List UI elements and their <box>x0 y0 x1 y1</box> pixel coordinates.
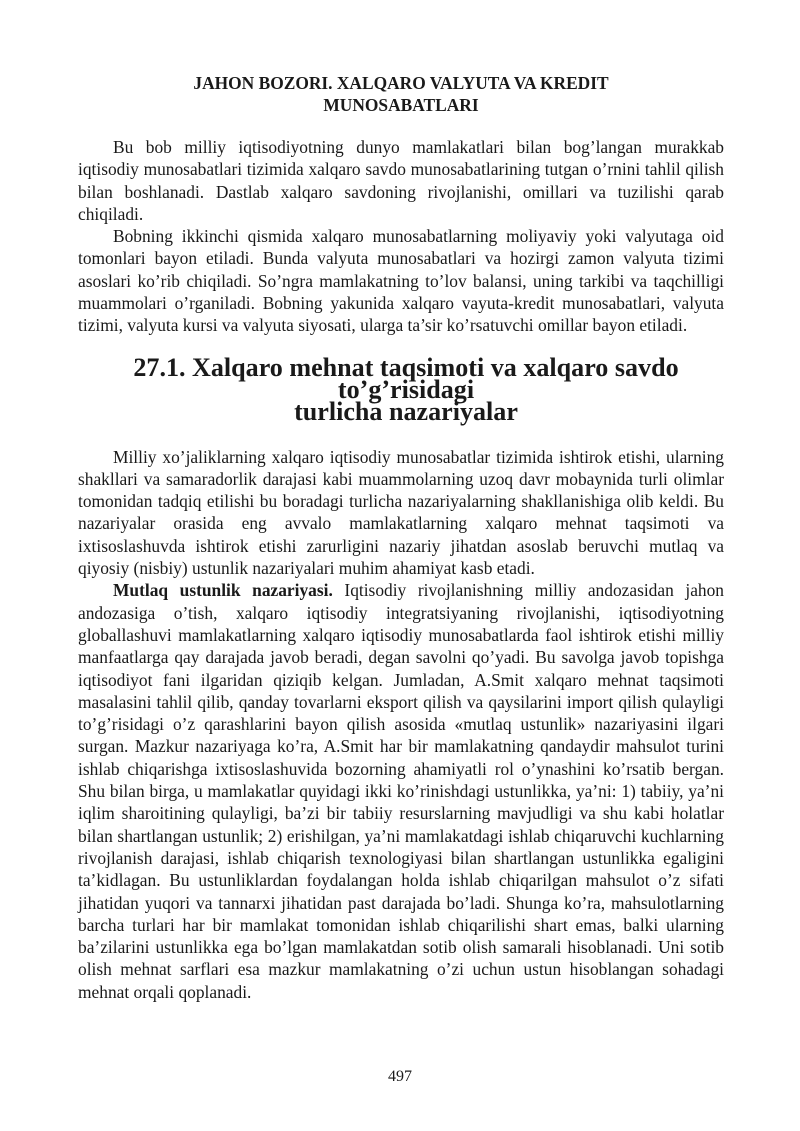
page-content <box>78 72 724 1003</box>
chapter-title-line-1: JAHON BOZORI. XALQARO VALYUTA VA KREDIT <box>193 73 609 93</box>
section-paragraph-2 <box>78 579 724 1003</box>
intro-paragraph-2: Bobning ikkinchi qismida xalqaro munosabatlarning moliyaviy yoki valyutaga oid tomonlari bayon etiladi. Bunda valyuta munosabatlari va hozirgi zamon valyuta tizimi asoslari ko’rib chiqiladi. So’ngra mamlakatning to’lov balansi, uning tarkibi va taqchilligi muammolari o’rganiladi. Bobning yakunida xalqaro vayuta-kredit munosabatlari, valyuta tizimi, valyuta kursi va valyuta siyosati, ularga ta’sir ko’rsatuvchi omillar bayon etiladi. <box>78 226 724 336</box>
paragraph-bold-lead: Mutlaq ustunlik nazariyasi. <box>113 580 333 601</box>
intro-paragraph-1: Bu bob milliy iqtisodiyotning dunyo mamlakatlari bilan bog’langan murakkab iqtisodiy munosabatlari tizimida xalqaro savdo munosabatlarining tutgan o’rnini tahlil qilish bilan boshlanadi. Dastlab xalqaro savdoning rivojlanishi, omillari va tuzilishi qarab chiqiladi. <box>78 137 724 224</box>
paragraph-body-text: Iqtisodiy rivojlanishning milliy andozasidan jahon andozasiga o’tish, xalqaro iqtisodiy integratsiyaning rivojlanishi, iqtisodiyotning globallashuvi mamlakatlarning xalqaro iqtisodiy munosabatlarda faol ishtirok etishi milliy manfaatlarga qay darajada javob beradi, degan savolni qo’yadi. Bu savolga javob topishga iqtisodiyot fani ilgaridan qiziqib kelgan. Jumladan, A.Smit xalqaro mehnat taqsimoti masalasini tahlil qilib, qanday tovarlarni eksport qilish va qaysilarini import qilish qulayligi to’g’risidagi o’z qarashlarini bayon qilish asosida «mutlaq ustunlik» nazariyasini ilgari surgan. Mazkur nazariyaga ko’ra, A.Smit har bir mamlakatning qandaydir mahsulot turini ishlab chiqarishga ixtisoslashuvida bozorning ahamiyatli rol o’ynashini ko’rsatib bergan. Shu bilan birga, u mamlakatlar quyidagi ikki ko’rinishdagi ustunlikka, ya’ni: 1) tabiiy, ya’ni iqlim sharoitining qulayligi, ba’zi bir tabiiy resurslarning mavjudligi va shu kabi holatlar bilan shartlangan ustunlik; 2) erishilgan, ya’ni mamlakatdagi ishlab chiqaruvchi kuchlarning rivojlanish darajasi, ishlab chiqarish texnologiyasi bilan shartlangan ustunlikka egaligini ta’kidlagan. Bu ustunliklardan foydalangan holda ishlab chiqarilgan mahsulot o’z sifati jihatidan yuqori va tannarxi jihatidan past darajada bo’ladi. Shunga ko’ra, mahsulotlarning barcha turlari har bir mamlakat tomonidan ishlab chiqarilishi shart emas, balki ularning ba’zilarini ustunlikka ega bo’lgan mamlakatdan sotib olish samarali hisoblanadi. Uni sotib olish mehnat sarflari esa mazkur mamlakatning o’zi uchun ustun hisoblangan sohadagi mehnat orqali qoplanadi. <box>78 580 725 1002</box>
section-title <box>78 352 724 427</box>
section-title-line-2: turlicha nazariyalar <box>294 397 518 427</box>
page-number: 497 <box>388 1068 412 1085</box>
section-paragraph-1: Milliy xo’jaliklarning xalqaro iqtisodiy munosabatlar tizimida ishtirok etishi, ularning shakllari va samaradorlik darajasi kabi muammolarning uzoq davr mobaynida turli olimlar tomonidan tadqiq etilishi bu boradagi turlicha nazariyalarning shakllanishiga olib keldi. Bu nazariyalar orasida eng avvalo mamlakatlarning xalqaro mehnat taqsimoti va ixtisoslashuvda ishtirok etishi zarurligini nazariy jihatdan asoslab beruvchi mutlaq va qiyosiy (nisbiy) ustunlik nazariyalari muhim ahamiyat kasb etadi. <box>78 446 724 579</box>
chapter-title-line-2: MUNOSABATLARI <box>323 95 479 115</box>
section-title-line-1: 27.1. Xalqaro mehnat taqsimoti va xalqaro savdo to’g’risidagi <box>133 352 679 404</box>
chapter-title <box>78 72 724 116</box>
